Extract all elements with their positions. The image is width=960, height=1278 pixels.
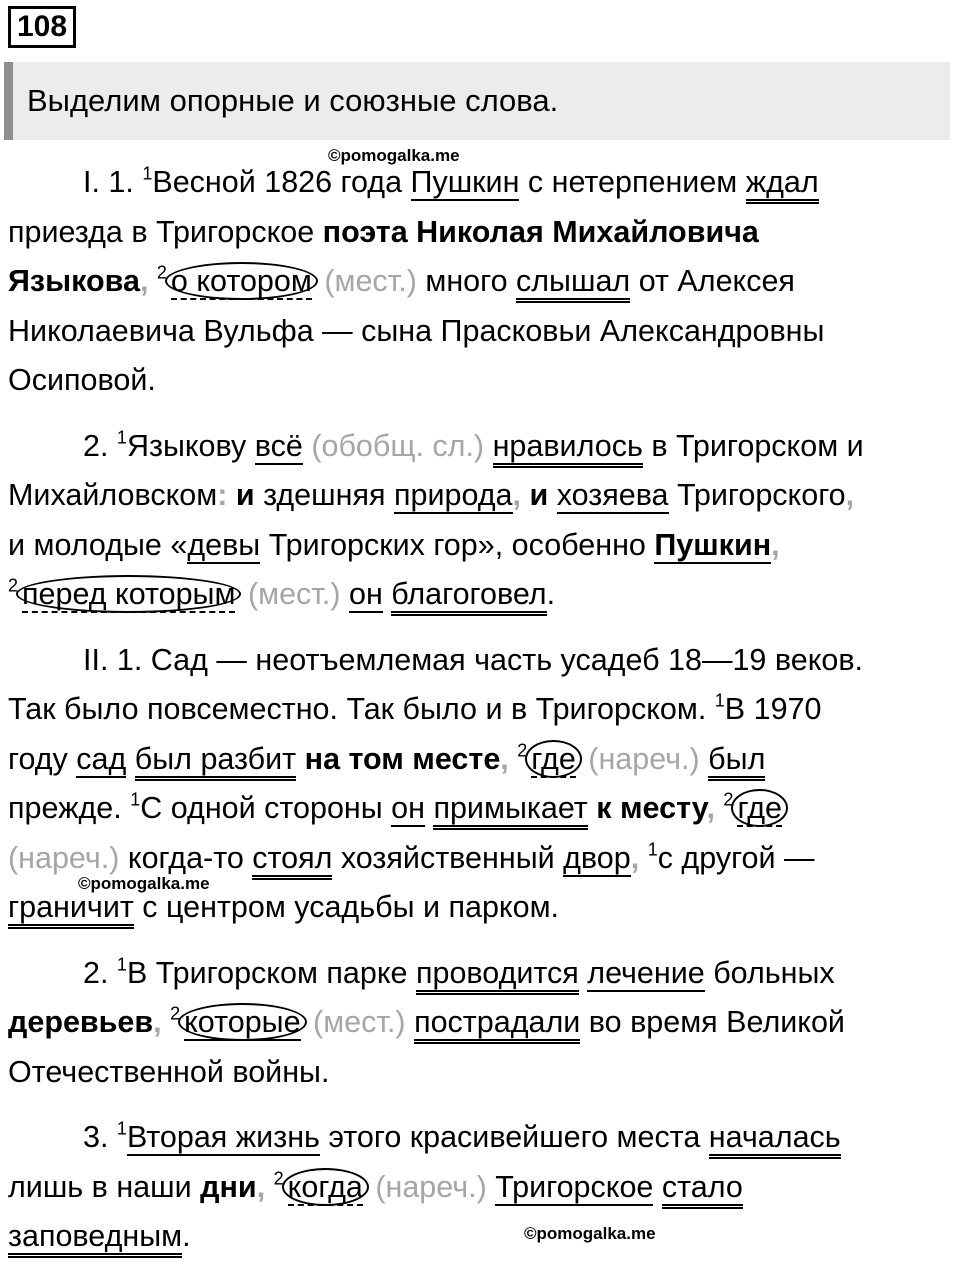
paragraph-3 <box>8 636 948 933</box>
exercise-number: 108 <box>8 6 76 48</box>
text-line: $^2$ перед которым (мест.) он благоговел. <box>8 570 948 620</box>
predicate: был разбит <box>135 742 296 781</box>
text-line: 2. $^1$Языкову всё (обобщ. сл.) нравилось в Тригорском и <box>8 422 948 472</box>
part-of-speech-note: (обобщ. сл.) <box>311 428 485 463</box>
paragraph-5 <box>8 1113 948 1262</box>
text-line: I. 1. $^1$Весной 1826 года Пушкин с нетерпением ждал <box>8 158 948 208</box>
predicate: началась <box>709 1120 841 1159</box>
paragraph-1 <box>8 158 948 406</box>
conjunctive-word: где <box>731 789 788 827</box>
predicate: ждал <box>746 165 819 204</box>
conjunctive-word: перед которым <box>16 575 241 613</box>
subject: двор <box>563 840 631 875</box>
conjunctive-word: которые <box>178 1003 306 1041</box>
predicate: стало <box>662 1170 743 1209</box>
predicate: благоговел <box>391 577 546 616</box>
text-line: граничит с центром усадьбы и парком. <box>8 883 948 933</box>
predicate: пострадали <box>414 1005 580 1044</box>
text-line: 3. $^1$Вторая жизнь этого красивейшего места началась <box>8 1113 948 1163</box>
part-of-speech-note: (нареч.) <box>375 1169 487 1204</box>
part-of-speech-note: (мест.) <box>324 264 417 298</box>
subject: сад <box>76 741 127 776</box>
predicate: слышал <box>516 264 630 303</box>
task-banner <box>4 62 950 140</box>
text-line: и молодые «девы Тригорских гор», особенно Пушкин, <box>8 527 780 562</box>
subject: Тригорское <box>495 1169 654 1204</box>
text-line: году сад был разбит на том месте, $^2$ где (нареч.) был <box>8 735 948 785</box>
anchor-word: к месту <box>596 791 707 825</box>
part-of-speech-note: (нареч.) <box>588 741 700 776</box>
anchor-word: на том месте <box>304 741 501 776</box>
text-line: деревьев, $^2$ которые (мест.) пострадали во время Великой <box>8 998 948 1048</box>
predicate: примыкает <box>433 791 587 830</box>
anchor-word: Пушкин <box>654 527 772 562</box>
task-text: Выделим опорные и союзные слова. <box>27 83 559 118</box>
subject: природа <box>393 478 513 512</box>
predicate: был <box>708 742 765 781</box>
part-of-speech-note: (нареч.) <box>8 840 120 875</box>
paragraph-4 <box>8 949 948 1098</box>
watermark: ©pomogalka.me <box>328 146 460 165</box>
predicate: заповедным <box>8 1219 182 1258</box>
subject: хозяева <box>556 478 669 512</box>
conjunctive-word: когда <box>282 1168 369 1206</box>
text-line: (нареч.) когда-то стоял хозяйственный двор, $^1$с другой — <box>8 834 948 884</box>
subject: Вторая жизнь <box>126 1120 320 1154</box>
conjunctive-word: о котором <box>165 262 318 300</box>
text-line: Михайловском: и здешняя природа, и хозяева Тригорского, <box>8 478 855 512</box>
subject: он <box>391 791 425 825</box>
predicate: нравилось <box>493 429 643 468</box>
subject: Пушкин <box>410 165 520 199</box>
text-line: II. 1. Сад — неотъемлемая часть усадеб 18—19 веков. <box>83 642 864 677</box>
subject: он <box>348 577 383 611</box>
anchor-word: поэта Николая Михайловича <box>322 214 759 249</box>
conjunctive-word: где <box>525 740 582 778</box>
text-line: прежде. $^1$С одной стороны он примыкает к месту, $^2$ где <box>8 784 948 834</box>
anchor-word: деревьев <box>8 1005 154 1039</box>
text-line: Отечественной войны. <box>8 1054 330 1089</box>
text-line: заповедным. <box>8 1212 948 1262</box>
watermark: ©pomogalka.me <box>524 1224 656 1243</box>
anchor-word: Языкова <box>8 264 140 298</box>
text-line: Так было повсеместно. Так было и в Тригорском. $^1$В 1970 <box>8 690 822 726</box>
paragraph-2 <box>8 422 948 620</box>
text-line: Николаевича Вульфа — сына Прасковьи Александровны <box>8 313 825 348</box>
predicate: стоял <box>252 841 332 880</box>
text-line: Осиповой. <box>8 363 156 397</box>
exercise-text <box>8 158 948 1278</box>
predicate: проводится <box>416 956 579 995</box>
anchor-word: дни <box>200 1169 257 1204</box>
predicate: граничит <box>8 890 134 929</box>
text-line: лишь в наши дни, $^2$ когда (нареч.) Тригорское стало <box>8 1163 948 1213</box>
watermark: ©pomogalka.me <box>78 874 210 893</box>
subject: лечение <box>587 955 705 990</box>
part-of-speech-note: (мест.) <box>313 1005 406 1039</box>
text-line: приезда в Тригорское поэта Николая Михайловича <box>8 214 759 249</box>
subject: всё <box>254 428 303 463</box>
text-line: Языкова, $^2$ о котором (мест.) много слышал от Алексея <box>8 257 948 307</box>
text-line: 2. $^1$В Тригорском парке проводится лечение больных <box>8 949 948 999</box>
part-of-speech-note: (мест.) <box>247 577 341 611</box>
subject: девы <box>187 527 261 562</box>
